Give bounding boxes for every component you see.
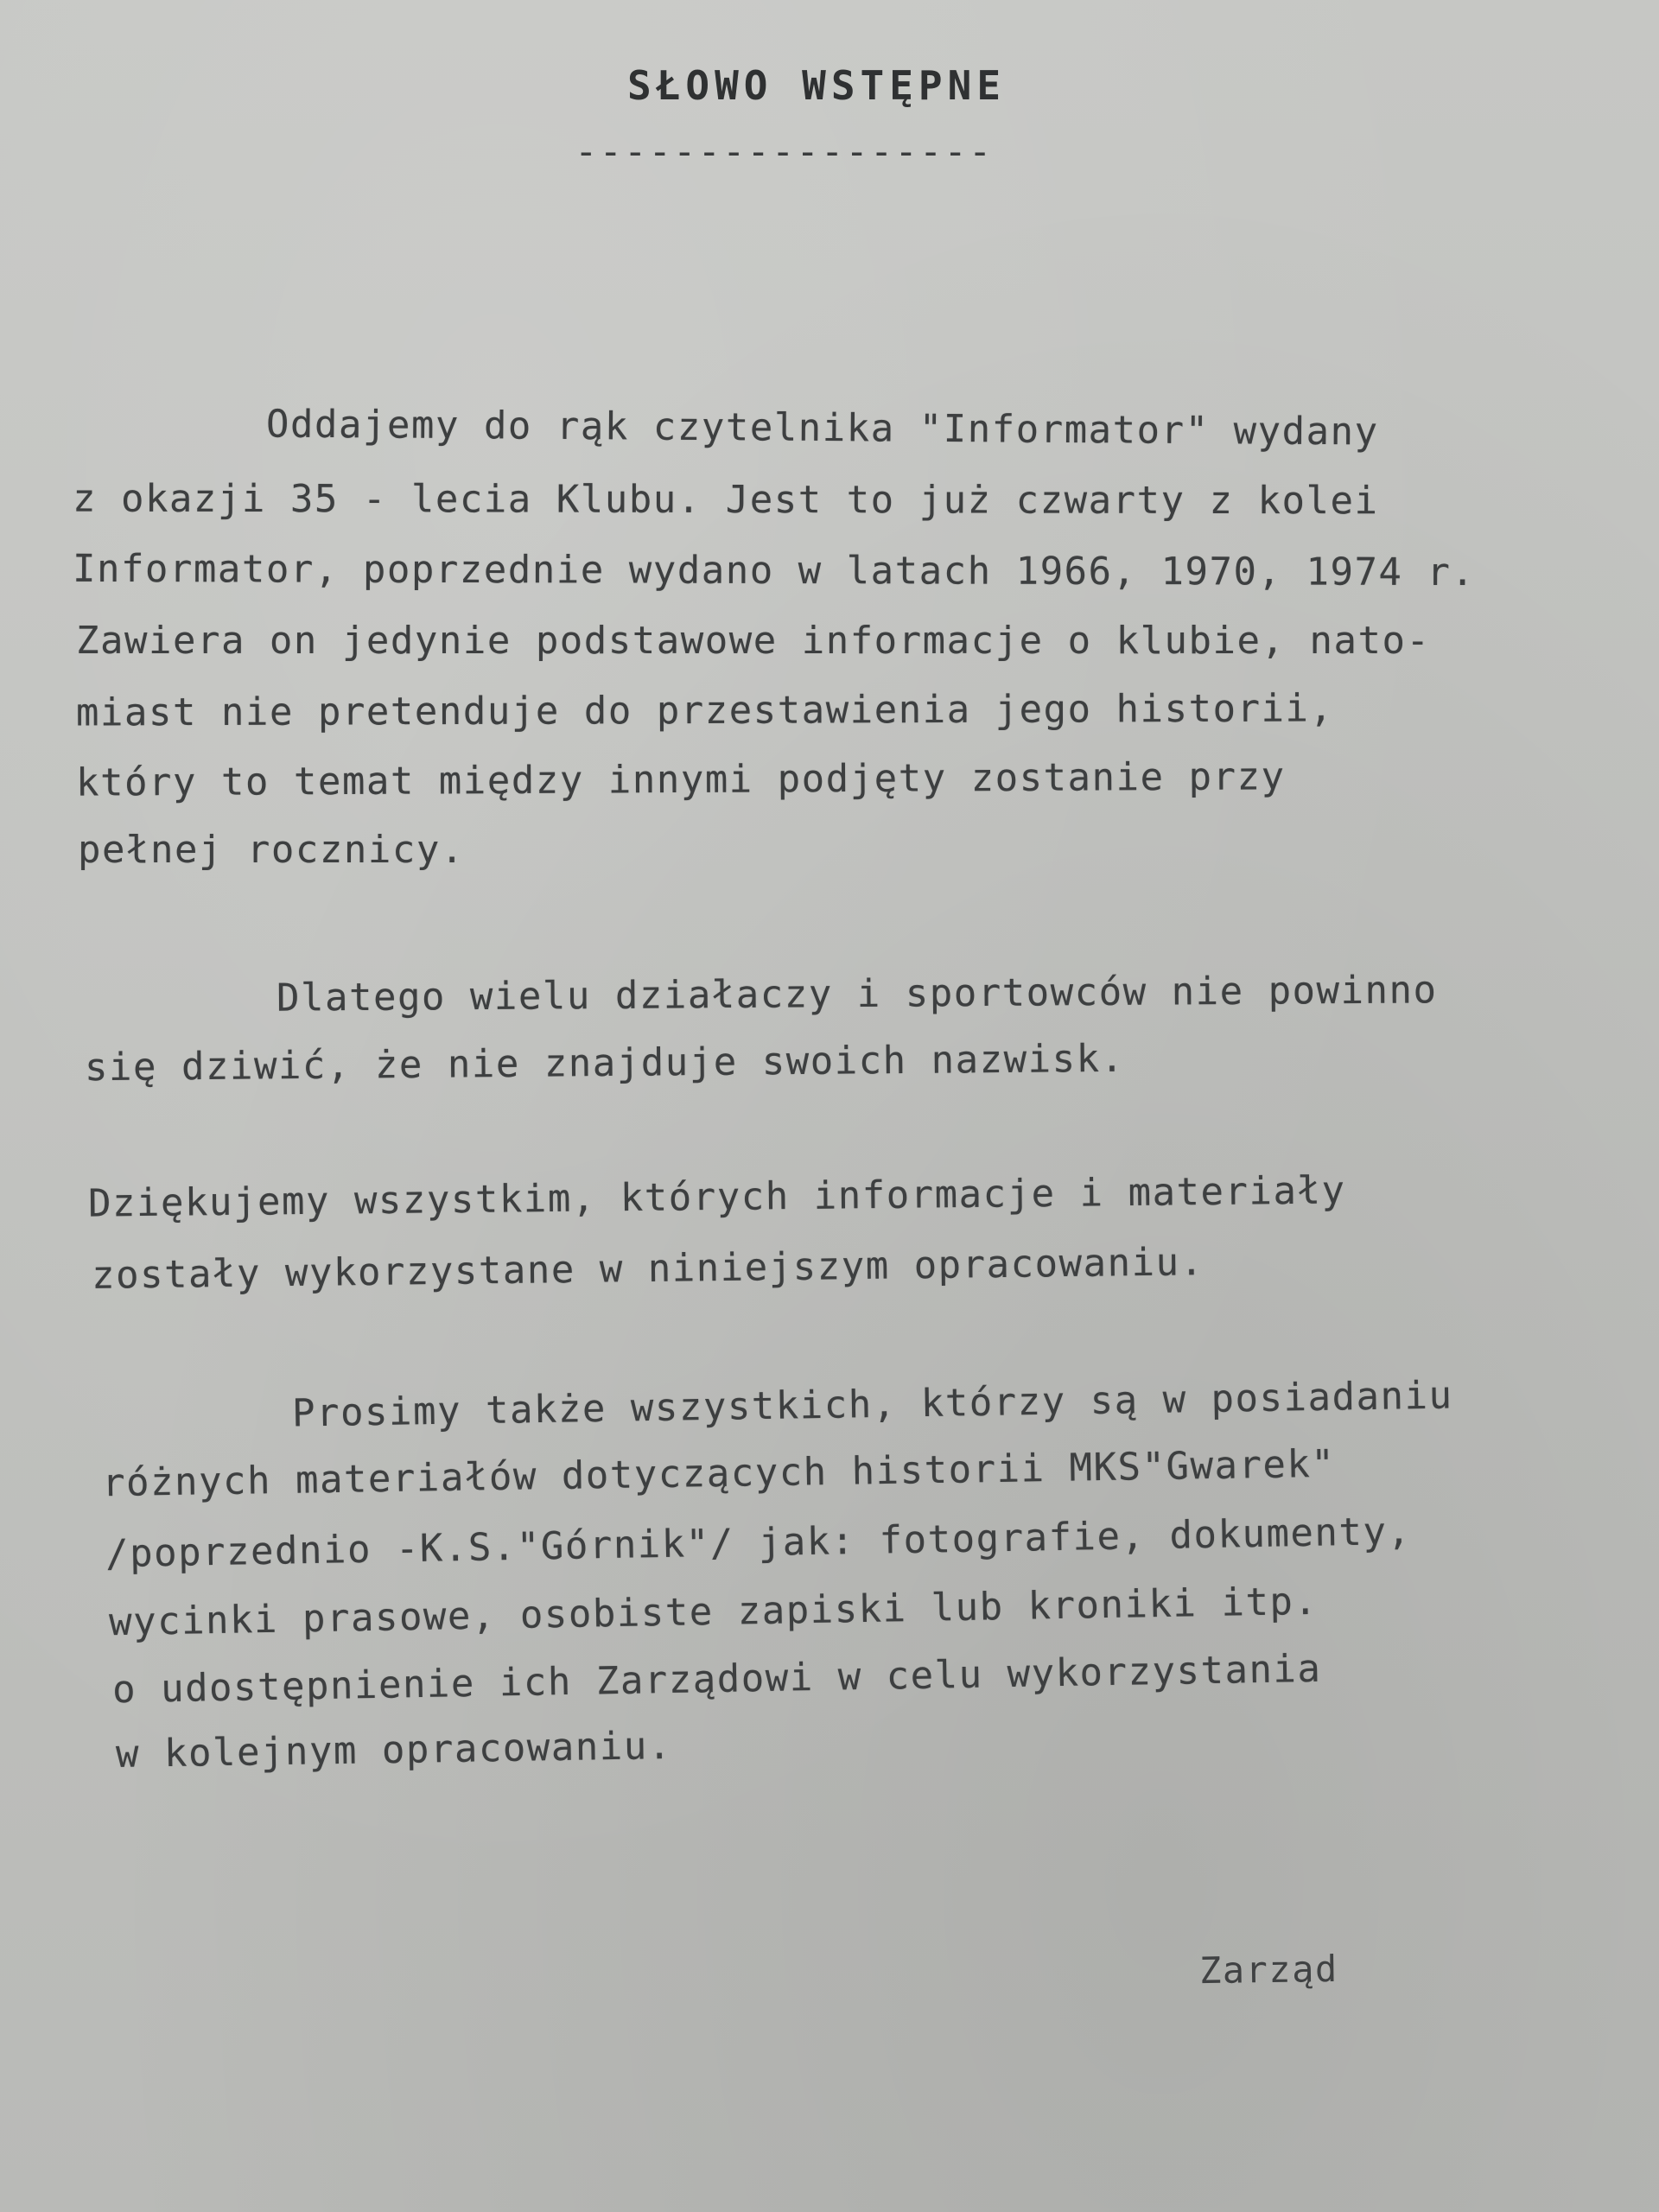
- text-line: Dlatego wielu działaczy i sportowców nie powinno: [276, 968, 1438, 1020]
- text-line: Dziękujemy wszystkim, których informacje i materiały: [87, 1168, 1346, 1226]
- text-line: Prosimy także wszystkich, którzy są w posiadaniu: [291, 1373, 1453, 1436]
- text-line: miast nie pretenduje do przestawienia jego historii,: [75, 686, 1334, 735]
- text-line: o udostępnienie ich Zarządowi w celu wykorzystania: [111, 1646, 1322, 1713]
- text-line: który to temat między innymi podjęty zostanie przy: [75, 754, 1286, 805]
- text-line: z okazji 35 - lecia Klubu. Jest to już czwarty z kolei: [72, 476, 1379, 524]
- text-line: w kolejnym opracowaniu.: [115, 1723, 673, 1777]
- text-line: Zawiera on jedynie podstawowe informacje o klubie, nato-: [76, 619, 1431, 663]
- text-line: zostały wykorzystane w niniejszym opracowaniu.: [91, 1240, 1205, 1298]
- signature: Zarząd: [1198, 1947, 1339, 1993]
- text-line: Informator, poprzednie wydano w latach 1966, 1970, 1974 r.: [72, 546, 1476, 595]
- text-line: Oddajemy do rąk czytelnika "Informator" wydany: [265, 402, 1379, 454]
- text-line: /poprzednio -K.S."Górnik"/ jak: fotografie, dokumenty,: [105, 1509, 1412, 1577]
- text-line: pełnej rocznicy.: [78, 828, 465, 872]
- text-line: się dziwić, że nie znajduje swoich nazwisk.: [84, 1036, 1125, 1090]
- text-line: wycinki prasowe, osobiste zapiski lub kroniki itp.: [108, 1579, 1319, 1645]
- page-title: SŁOWO WSTĘPNE: [626, 62, 1007, 109]
- title-underline: -----------------: [575, 130, 994, 174]
- text-line: różnych materiałów dotyczących historii MKS"Gwarek": [101, 1441, 1336, 1506]
